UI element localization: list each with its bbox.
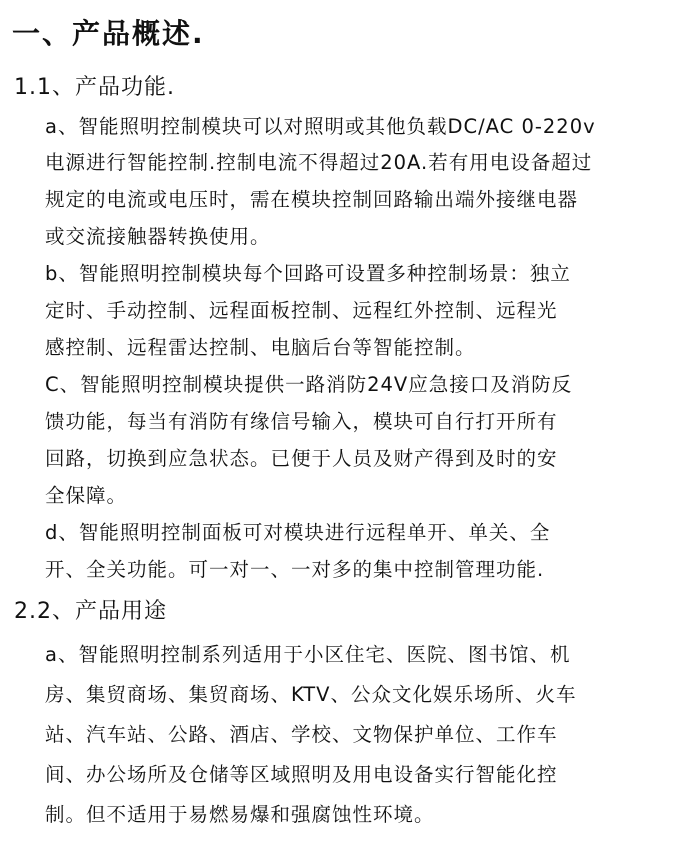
- text-line: 或交流接触器转换使用。: [45, 225, 271, 248]
- text-line: 规定的电流或电压时，需在模块控制回路输出端外接继电器: [45, 188, 579, 211]
- text-line: C、智能照明控制模块提供一路消防24V应急接口及消防反: [45, 373, 573, 396]
- text-line: 电源进行智能控制.控制电流不得超过20A.若有用电设备超过: [45, 151, 593, 174]
- text-line: 定时、手动控制、远程面板控制、远程红外控制、远程光: [45, 299, 558, 322]
- text-line: 房、集贸商场、集贸商场、KTV、公众文化娱乐场所、火车: [45, 683, 577, 706]
- text-line: 全保障。: [45, 484, 128, 507]
- text-line: 回路，切换到应急状态。已便于人员及财产得到及时的安: [45, 447, 558, 470]
- text-line: 制。但不适用于易燃易爆和强腐蚀性环境。: [45, 803, 435, 826]
- text-line: 站、汽车站、公路、酒店、学校、文物保护单位、工作车: [45, 723, 558, 746]
- text-line: a、智能照明控制模块可以对照明或其他负载DC/AC 0-220v: [45, 115, 596, 138]
- text-line: b、智能照明控制模块每个回路可设置多种控制场景：独立: [45, 262, 571, 285]
- text-line: 感控制、远程雷达控制、电脑后台等智能控制。: [45, 336, 476, 359]
- text-line: a、智能照明控制系列适用于小区住宅、医院、图书馆、机: [45, 643, 571, 666]
- text-line: 间、办公场所及仓储等区域照明及用电设备实行智能化控: [45, 763, 558, 786]
- uses-heading: 2.2、产品用途: [14, 599, 167, 624]
- text-line: 开、全关功能。可一对一、一对多的集中控制管理功能.: [45, 558, 545, 581]
- section-title: 一、产品概述.: [12, 17, 205, 50]
- functions-heading: 1.1、产品功能.: [14, 75, 175, 100]
- text-line: 馈功能，每当有消防有缘信号输入，模块可自行打开所有: [45, 410, 558, 433]
- text-line: d、智能照明控制面板可对模块进行远程单开、单关、全: [45, 521, 551, 544]
